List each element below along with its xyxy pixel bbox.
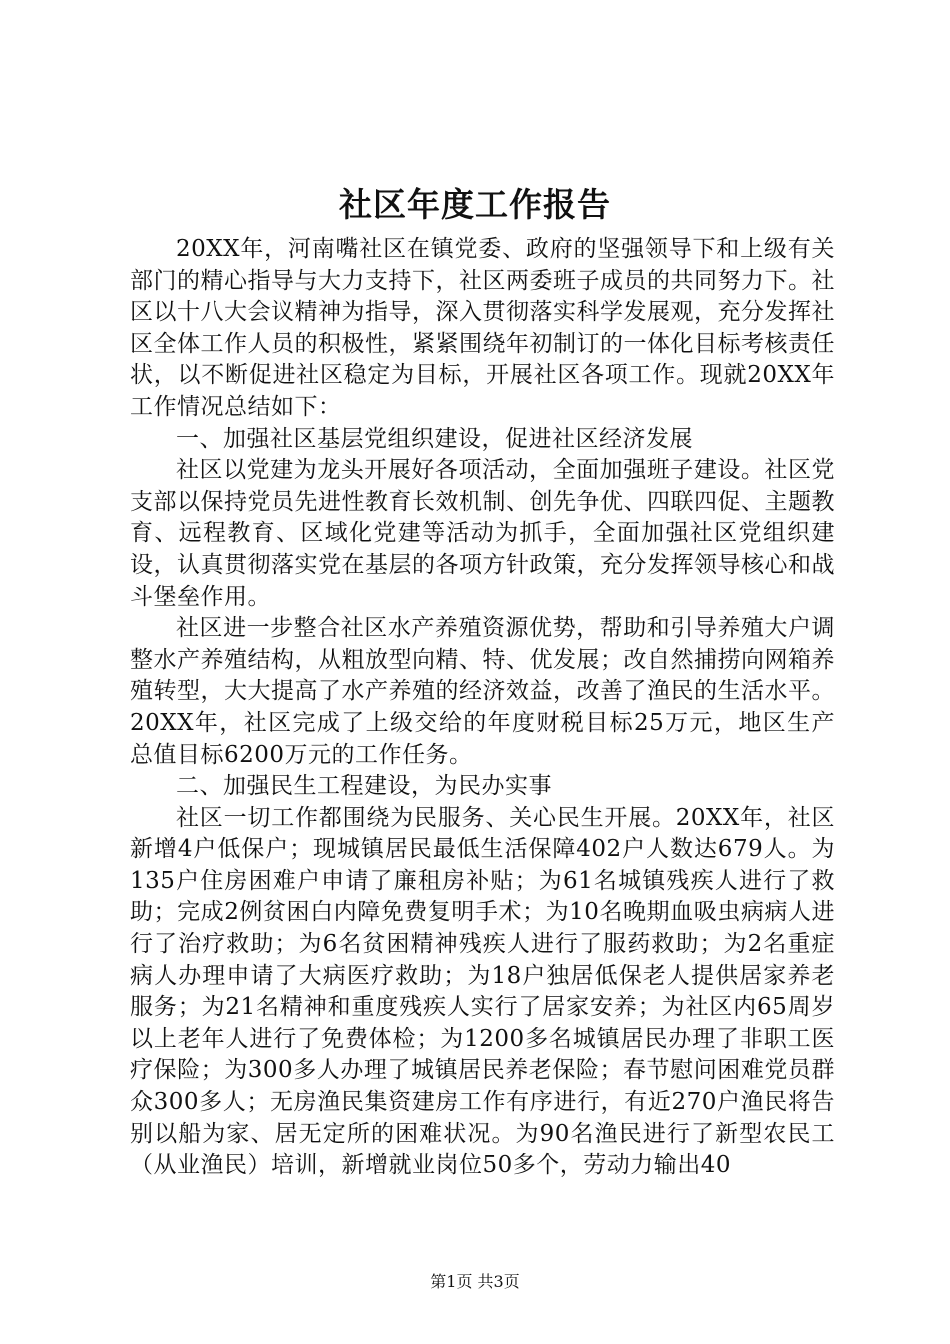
page-title: 社区年度工作报告 — [339, 185, 611, 224]
paragraph-party-building: 社区以党建为龙头开展好各项活动，全面加强班子建设。社区党支部以保持党员先进性教育长效机制、创先争优、四联四促、主题教育、远程教育、区域化党建等活动为抓手，全面加强社区党组织建设，认真贯彻落实党在基层的各项方针政策，充分发挥领导核心和战斗堡垒作用。 — [130, 457, 835, 610]
section-heading-2: 二、加强民生工程建设，为民办实事 — [176, 773, 552, 800]
paragraph-aquaculture: 社区进一步整合社区水产养殖资源优势，帮助和引导养殖大户调整水产养殖结构，从粗放型向精、特、优发展；改自然捕捞向网箱养殖转型，大大提高了水产养殖的经济效益，改善了渔民的生活水平。20XX年，社区完成了上级交给的年度财税目标25万元，地区生产总值目标6200万元的工作任务。 — [130, 615, 835, 768]
paragraph-livelihood: 社区一切工作都围绕为民服务、关心民生开展。20XX年，社区新增4户低保户；现城镇居民最低生活保障402户人数达679人。为135户住房困难户申请了廉租房补贴；为61名城镇残疾人进行了救助；完成2例贫困白内障免费复明手术；为10名晚期血吸虫病病人进行了治疗救助；为6名贫困精神残疾人进行了服药救助；为2名重症病人办理申请了大病医疗救助；为18户独居低保老人提供居家养老服务；为21名精神和重度残疾人实行了居家安养；为社区内65周岁以上老年人进行了免费体检；为1200多名城镇居民办理了非职工医疗保险；为300多人办理了城镇居民养老保险；春节慰问困难党员群众300多人；无房渔民集资建房工作有序进行，有近270户渔民将告别以船为家、居无定所的困难状况。为90名渔民进行了新型农民工（从业渔民）培训，新增就业岗位50多个，劳动力输出40 — [130, 804, 835, 1179]
paragraph-intro: 20XX年，河南嘴社区在镇党委、政府的坚强领导下和上级有关部门的精心指导与大力支持下，社区两委班子成员的共同努力下。社区以十八大会议精神为指导，深入贯彻落实科学发展观，充分发挥社区全体工作人员的积极性，紧紧围绕年初制订的一体化目标考核责任状，以不断促进社区稳定为目标，开展社区各项工作。现就20XX年工作情况总结如下： — [130, 236, 835, 420]
document-body — [130, 234, 835, 1182]
page-footer: 第1页 共3页 — [430, 1272, 520, 1291]
section-heading-1: 一、加强社区基层党组织建设，促进社区经济发展 — [176, 425, 693, 452]
